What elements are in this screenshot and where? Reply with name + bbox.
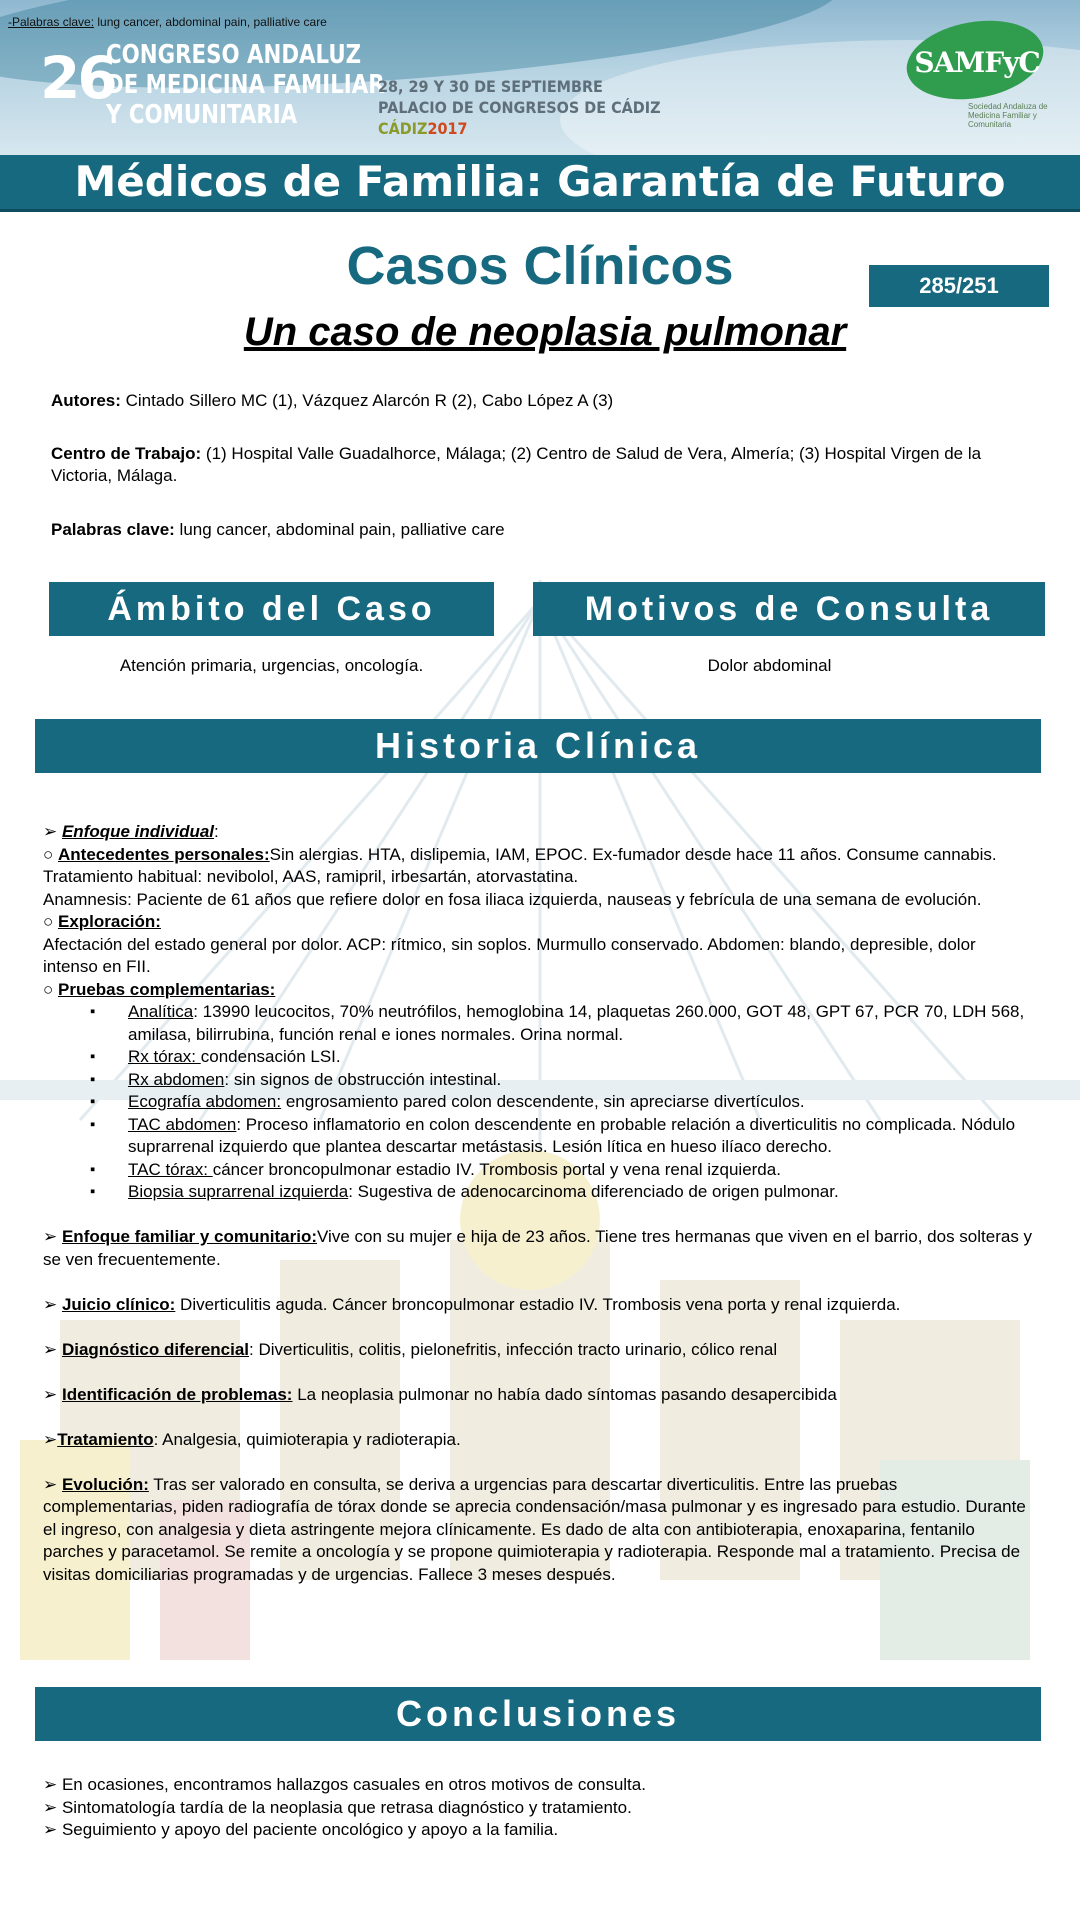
authors [51, 390, 1041, 412]
keywords-label: Palabras clave: [51, 520, 175, 539]
diagnostico-diferencial-label: Diagnóstico diferencial [61, 1339, 250, 1359]
prueba-label: Analítica [128, 1002, 194, 1021]
congress-title [106, 40, 385, 130]
diagnostico-diferencial: ➢ Diagnóstico diferencial: Diverticulitis, colitis, pielonefritis, infección tracto urinario, cólico renal [43, 1339, 778, 1359]
identificacion-problemas: ➢ Identificación de problemas: La neoplasia pulmonar no había dado síntomas pasando desapercibida [43, 1384, 837, 1404]
section-kind-title: Casos Clínicos [346, 236, 734, 296]
diagnostico-diferencial-text: : Diverticulitis, colitis, pielonefritis, infección tracto urinario, cólico renal [249, 1339, 778, 1359]
evolucion: ➢ Evolución: Tras ser valorado en consulta, se deriva a urgencias para descartar diverticulitis. Entre las pruebas complementarias, piden radiografía de tórax donde se aprecia condensación/masa pulmonar y es ingresado para estudio. Durante el ingreso, con analgesia y dieta astringente mejora clínicamente. Es dado de alta con antibioterapia, enoxaparina, fentanilo parches y paracetamol. Se remite a oncología y se propone quimioterapia y radioterapia. Responde mal a tratamiento. Precisa de visitas domiciliarias programadas y de urgencias. Fallece 3 meses después. [43, 1474, 1026, 1584]
workplace-text: (1) Hospital Valle Guadalhorce, Málaga; (2) Centro de Salud de Vera, Almería; (3) Hospital Virgen de la Victoria, Málaga. [51, 444, 982, 485]
juicio-clinico: ➢ Juicio clínico: Diverticulitis aguda. Cáncer broncopulmonar estadio IV. Trombosis vena porta y renal izquierda. [43, 1294, 901, 1314]
enfoque-individual-label: Enfoque individual [61, 822, 215, 841]
keywords [51, 519, 1041, 541]
enfoque-familiar: ➢ Enfoque familiar y comunitario:Vive con su mujer e hija de 23 años. Tiene tres hermanas que viven en el barrio, dos solteras y se ven frecuentemente. [43, 1227, 1033, 1269]
exploracion: ○ Exploración: [43, 912, 161, 931]
congress-year: 2017 [427, 119, 468, 138]
prueba-text: : Sugestiva de adenocarcinoma diferenciado de origen pulmonar. [348, 1182, 839, 1201]
conclusion-item: ➢ Seguimiento y apoyo del paciente oncológico y apoyo a la familia. [43, 1820, 559, 1839]
conclusion-text: Seguimiento y apoyo del paciente oncológico y apoyo a la familia. [61, 1820, 559, 1839]
congress-number: 26 [40, 44, 115, 112]
congress-city: CÁDIZ [378, 119, 428, 138]
prueba-text: cáncer broncopulmonar estadio IV. Trombosis portal y vena renal izquierda. [212, 1159, 781, 1179]
conclusion-text: Sintomatología tardía de la neoplasia que retrasa diagnóstico y tratamiento. [61, 1797, 632, 1817]
prueba-label: TAC tórax: [128, 1159, 213, 1179]
antecedentes-text: Sin alergias. HTA, dislipemia, IAM, EPOC. Ex-fumador desde hace 11 años. Consume cannabis. Tratamiento habitual: nevibolol, AAS, ramipril, irbesartán, atorvastatina. [43, 844, 997, 886]
workplace [51, 443, 1041, 487]
juicio-clinico-label: Juicio clínico: [61, 1294, 176, 1314]
conclusion-text: En ocasiones, encontramos hallazgos casuales en otros motivos de consulta. [61, 1775, 646, 1794]
prueba-text: : 13990 leucocitos, 70% neutrófilos, hemoglobina 14, plaquetas 260.000, GOT 48, GPT 67, PCR 70, LDH 568, amilasa, bilirrubina, función renal e iones normales. Orina normal. [128, 1002, 1025, 1044]
prueba-item [128, 1001, 1033, 1046]
header-keywords-text: lung cancer, abdominal pain, palliative care [94, 15, 327, 29]
prueba-label: Rx tórax: [128, 1047, 201, 1066]
motivos-text: Dolor abdominal [707, 656, 832, 675]
historia-body [43, 821, 1033, 1586]
prueba-text: engrosamiento pared colon descendente, sin apreciarse divertículos. [281, 1092, 805, 1111]
case-title: Un caso de neoplasia pulmonar [243, 310, 847, 354]
prueba-label: Biopsia suprarrenal izquierda [128, 1182, 349, 1201]
exploracion-text: Afectación del estado general por dolor. ACP: rítmico, sin soplos. Murmullo conservado. Abdomen: blando, depresible, dolor intenso en FII. [43, 934, 976, 976]
prueba-item [128, 1181, 1033, 1204]
evolucion-label: Evolución: [61, 1474, 149, 1494]
ambito-text: Atención primaria, urgencias, oncología. [119, 656, 424, 675]
identificacion-problemas-label: Identificación de problemas: [61, 1384, 293, 1404]
exploracion-label: Exploración: [58, 912, 161, 931]
samfyc-logo-text: SAMFyC [914, 46, 1040, 79]
tratamiento-label: Tratamiento [57, 1429, 154, 1449]
case-id-badge: 285/251 [869, 265, 1049, 307]
tratamiento: ➢Tratamiento: Analgesia, quimioterapia y radioterapia. [43, 1429, 461, 1449]
prueba-text: : Proceso inflamatorio en colon descendente en probable relación a diverticulitis no complicada. Nódulo suprarrenal izquierdo que plantea descartar metástasis. Lesión lítica en hueso ilíaco derecho. [128, 1114, 1016, 1156]
conclusiones-list [43, 1774, 1033, 1842]
congress-title-line: Y COMUNITARIA [106, 100, 298, 130]
juicio-clinico-text: Diverticulitis aguda. Cáncer broncopulmonar estadio IV. Trombosis vena porta y renal izquierda. [175, 1294, 901, 1314]
samfyc-logo-subtitle: Sociedad Andaluza de Medicina Familiar y Comunitaria [968, 102, 1048, 129]
conclusiones-heading: Conclusiones [35, 1687, 1041, 1741]
workplace-label: Centro de Trabajo: [51, 444, 202, 463]
anamnesis: Anamnesis: Paciente de 61 años que refiere dolor en fosa iliaca izquierda, nauseas y febrícula de una semana de evolución. [43, 889, 982, 909]
keywords-text: lung cancer, abdominal pain, palliative care [174, 520, 505, 539]
header-keywords-note [8, 15, 327, 29]
conclusion-item: ➢ En ocasiones, encontramos hallazgos casuales en otros motivos de consulta. [43, 1775, 646, 1794]
ambito-heading: Ámbito del Caso [49, 582, 494, 636]
prueba-item [128, 1159, 1033, 1182]
historia-heading: Historia Clínica [35, 719, 1041, 773]
prueba-label: TAC abdomen [128, 1114, 237, 1134]
prueba-item [128, 1069, 1033, 1092]
congress-city-year [378, 118, 661, 139]
authors-text: Cintado Sillero MC (1), Vázquez Alarcón R (2), Cabo López A (3) [120, 391, 614, 410]
congress-title-line: CONGRESO ANDALUZ [106, 40, 362, 70]
prueba-label: Ecografía abdomen: [128, 1092, 282, 1111]
pruebas-label: Pruebas complementarias: [58, 979, 276, 999]
congress-date-line: 28, 29 Y 30 DE SEPTIEMBRE [378, 77, 603, 96]
conclusion-item: ➢ Sintomatología tardía de la neoplasia que retrasa diagnóstico y tratamiento. [43, 1797, 632, 1817]
slogan-bar [0, 155, 1080, 212]
evolucion-text: Tras ser valorado en consulta, se deriva a urgencias para descartar diverticulitis. Entre las pruebas complementarias, piden radiografía de tórax donde se aprecia condensación/masa pulmonar y es ingresado para estudio. Durante el ingreso, con analgesia y dieta astringente mejora clínicamente. Es dado de alta con antibioterapia, enoxaparina, fentanilo parches y paracetamol. Se remite a oncología y se propone quimioterapia y radioterapia. Responde mal a tratamiento. Precisa de visitas domiciliarias programadas y de urgencias. Fallece 3 meses después. [43, 1474, 1026, 1584]
enfoque-familiar-text: Vive con su mujer e hija de 23 años. Tiene tres hermanas que viven en el barrio, dos solteras y se ven frecuentemente. [43, 1227, 1033, 1269]
prueba-item [128, 1114, 1033, 1159]
congress-dates [378, 76, 661, 139]
prueba-item [128, 1091, 1033, 1114]
prueba-item [128, 1046, 1033, 1069]
congress-venue-line: PALACIO DE CONGRESOS DE CÁDIZ [378, 98, 661, 117]
congress-title-line: DE MEDICINA FAMILIAR [106, 70, 385, 100]
tratamiento-text: : Analgesia, quimioterapia y radioterapia. [153, 1429, 461, 1449]
enfoque-familiar-label: Enfoque familiar y comunitario: [61, 1227, 318, 1246]
prueba-text: condensación LSI. [200, 1047, 341, 1066]
slogan: Médicos de Familia: Garantía de Futuro [74, 157, 1006, 206]
prueba-text: : sin signos de obstrucción intestinal. [224, 1069, 502, 1089]
antecedentes: ○ Antecedentes personales:Sin alergias. HTA, dislipemia, IAM, EPOC. Ex-fumador desde hace 11 años. Consume cannabis. Tratamiento habitual: nevibolol, AAS, ramipril, irbesartán, atorvastatina. [43, 844, 997, 886]
header-keywords-label: -Palabras clave: [8, 15, 95, 29]
prueba-label: Rx abdomen [128, 1069, 225, 1089]
enfoque-individual: ➢ Enfoque individual: [43, 822, 219, 841]
antecedentes-label: Antecedentes personales: [58, 844, 270, 864]
motivos-heading: Motivos de Consulta [533, 582, 1045, 636]
pruebas: ○ Pruebas complementarias: [43, 979, 276, 999]
authors-label: Autores: [51, 391, 121, 410]
pruebas-list [43, 1001, 1033, 1204]
identificacion-problemas-text: La neoplasia pulmonar no había dado síntomas pasando desapercibida [292, 1384, 837, 1404]
